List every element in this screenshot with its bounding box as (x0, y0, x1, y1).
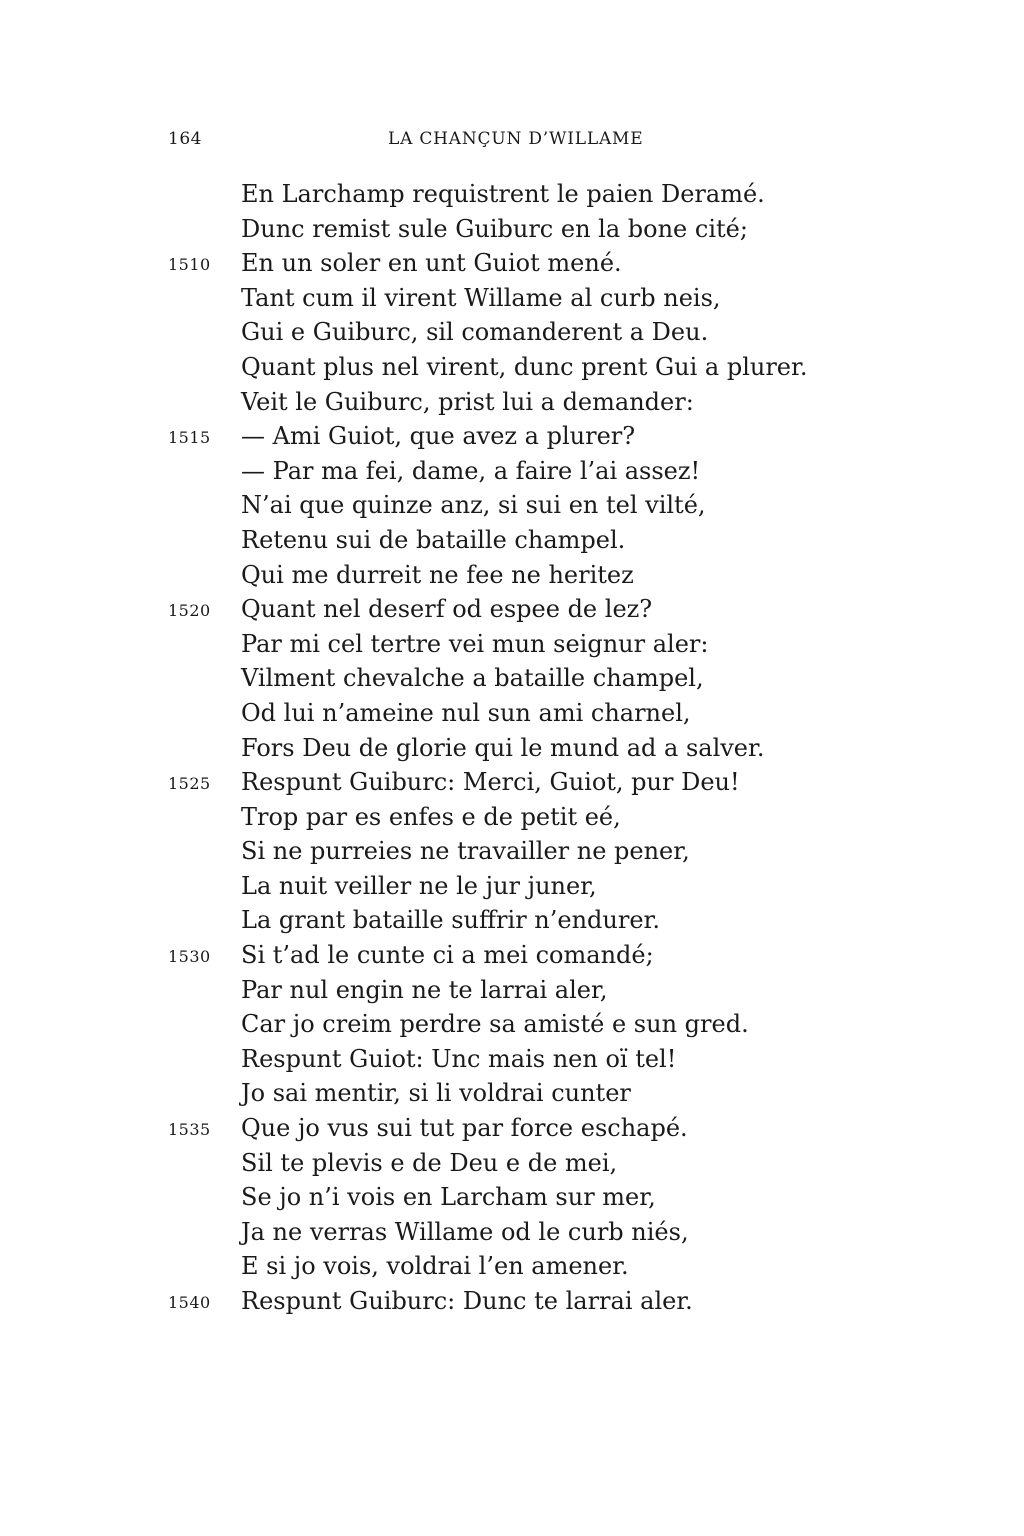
verse-text: Ja ne verras Willame od le curb niés, (241, 1217, 689, 1246)
verse-line (0, 661, 1024, 696)
verse-text: La nuit veiller ne le jur juner, (241, 871, 597, 900)
verse-number: 1520 (168, 601, 211, 621)
verse-text: Respunt Guiot: Unc mais nen oï tel! (241, 1044, 677, 1073)
verse-text: Fors Deu de glorie qui le mund ad a salver. (241, 733, 765, 762)
verse-line (0, 350, 1024, 385)
verse-text: E si jo vois, voldrai l’en amener. (241, 1252, 629, 1281)
verse-number: 1530 (168, 947, 211, 967)
verse-line (0, 627, 1024, 662)
verse-line (0, 869, 1024, 904)
verse-list (0, 177, 1024, 1319)
verse-text: Jo sai mentir, si li voldrai cunter (241, 1079, 631, 1108)
verse-text: N’ai que quinze anz, si sui en tel vilté, (241, 491, 706, 520)
verse-number: 1535 (168, 1120, 211, 1140)
verse-text: Dunc remist sule Guiburc en la bone cité; (241, 214, 748, 243)
verse-text: Car jo creim perdre sa amisté e sun gred. (241, 1010, 749, 1039)
verse-line (0, 903, 1024, 938)
verse-line (0, 385, 1024, 420)
verse-text: Que jo vus sui tut par force eschapé. (241, 1114, 688, 1143)
verse-number: 1540 (168, 1293, 211, 1312)
verse-line (0, 281, 1024, 316)
verse-text: — Ami Guiot, que avez a plurer? (241, 422, 636, 451)
running-title: LA CHANÇUN D’WILLAME (388, 129, 644, 149)
verse-text: Trop par es enfes e de petit eé, (241, 802, 621, 831)
verse-text: Veit le Guiburc, prist lui a demander: (241, 387, 694, 416)
verse-line (0, 765, 1024, 800)
verse-line (0, 1007, 1024, 1042)
verse-text: La grant bataille suffrir n’endurer. (241, 906, 661, 935)
verse-text: Tant cum il virent Willame al curb neis, (241, 283, 721, 312)
verse-text: En Larchamp requistrent le paien Deramé. (241, 180, 765, 208)
verse-line (0, 1215, 1024, 1250)
verse-line (0, 1076, 1024, 1111)
verse-text: Respunt Guiburc: Merci, Guiot, pur Deu! (241, 768, 740, 797)
verse-line (0, 731, 1024, 766)
verse-text: Gui e Guiburc, sil comanderent a Deu. (241, 318, 709, 347)
verse-line (0, 177, 1024, 212)
verse-text: Quant nel deserf od espee de lez? (241, 595, 653, 624)
verse-text: Se jo n’i vois en Larcham sur mer, (241, 1183, 656, 1212)
verse-line (0, 1111, 1024, 1146)
verse-text: Si t’ad le cunte ci a mei comandé; (241, 941, 654, 970)
verse-text: Retenu sui de bataille champel. (241, 525, 626, 554)
verse-line (0, 1180, 1024, 1215)
verse-line (0, 834, 1024, 869)
page-number: 164 (168, 129, 202, 149)
verse-line (0, 938, 1024, 973)
verse-line (0, 315, 1024, 350)
verse-line (0, 246, 1024, 281)
verse-number: 1515 (168, 428, 211, 448)
verse-line (0, 973, 1024, 1008)
verse-line (0, 523, 1024, 558)
verse-text: — Par ma fei, dame, a faire l’ai assez! (241, 456, 701, 485)
verse-line (0, 454, 1024, 489)
verse-text: Sil te plevis e de Deu e de mei, (241, 1148, 618, 1177)
verse-line (0, 1249, 1024, 1284)
verse-line (0, 558, 1024, 593)
verse-line (0, 212, 1024, 247)
verse-text: Vilment chevalche a bataille champel, (241, 664, 704, 693)
verse-number: 1510 (168, 255, 211, 275)
verse-line (0, 1042, 1024, 1077)
verse-line (0, 592, 1024, 627)
verse-text: Respunt Guiburc: Dunc te larrai aler. (241, 1287, 693, 1315)
verse-line (0, 800, 1024, 835)
verse-line (0, 696, 1024, 731)
verse-line (0, 419, 1024, 454)
verse-text: Si ne purreies ne travailler ne pener, (241, 837, 690, 866)
verse-line (0, 488, 1024, 523)
verse-line (0, 1146, 1024, 1181)
verse-text: Par mi cel tertre vei mun seignur aler: (241, 629, 709, 658)
verse-number: 1525 (168, 774, 211, 794)
verse-text: Qui me durreit ne fee ne heritez (241, 560, 634, 589)
verse-text: En un soler en unt Guiot mené. (241, 249, 622, 278)
verse-text: Quant plus nel virent, dunc prent Gui a plurer. (241, 352, 808, 381)
verse-line (0, 1284, 1024, 1319)
verse-text: Od lui n’ameine nul sun ami charnel, (241, 698, 691, 727)
verse-text: Par nul engin ne te larrai aler, (241, 975, 608, 1004)
